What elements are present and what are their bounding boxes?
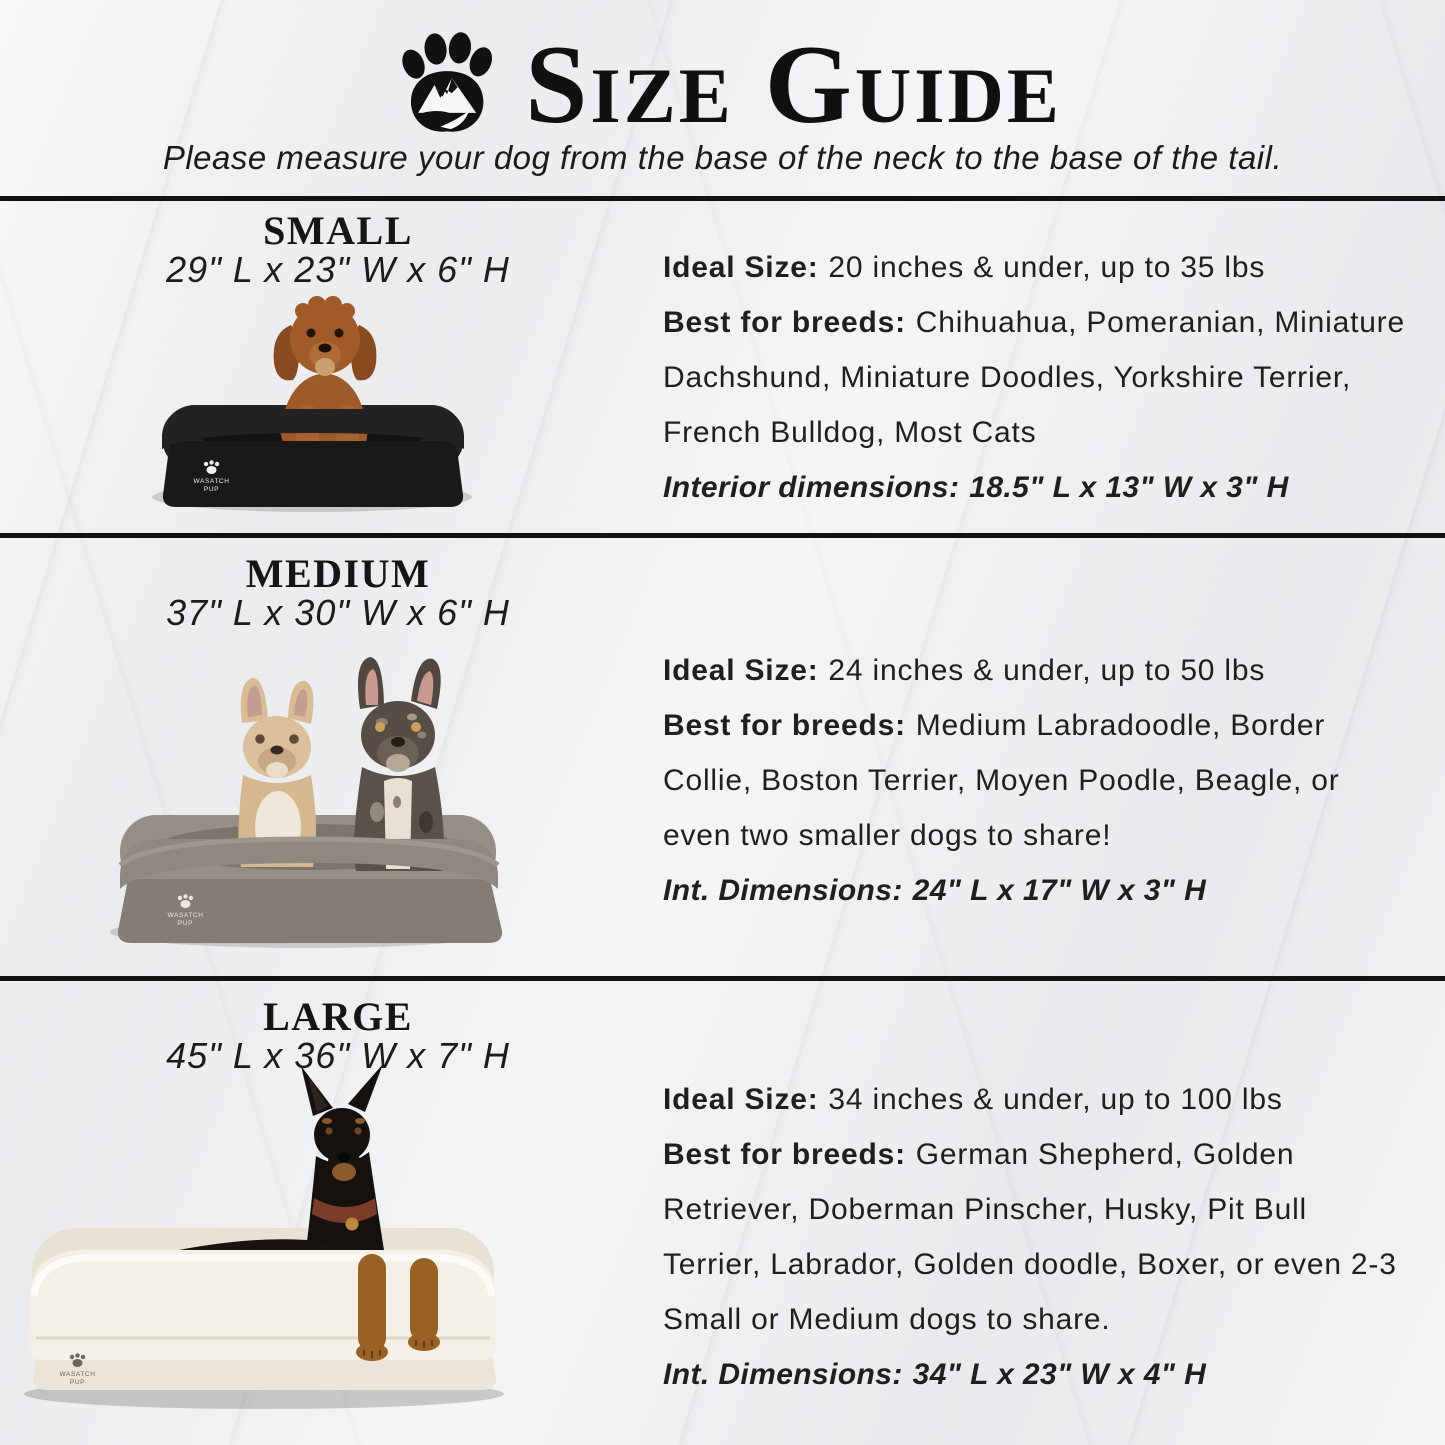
- svg-text:PUP: PUP: [69, 1379, 86, 1386]
- size-dimensions-small: 29" L x 23" W x 6" H: [166, 249, 510, 290]
- svg-text:PUP: PUP: [203, 486, 220, 493]
- interior-dimensions-line: Interior dimensions: 18.5" L x 13" W x 3" H: [663, 471, 1289, 504]
- divider-line: [0, 196, 1445, 201]
- size-dimensions-medium: 37" L x 30" W x 6" H: [166, 592, 510, 633]
- ideal-size-line: Ideal Size: 34 inches & under, up to 100 lbs: [663, 1083, 1283, 1116]
- photo-small-bed: [140, 281, 485, 521]
- svg-text:WASATCH: WASATCH: [59, 1371, 96, 1378]
- measuring-instruction: Please measure your dog from the base of the neck to the base of the tail.: [162, 139, 1283, 176]
- breeds-line: Best for breeds: Chihuahua, Pomeranian, Miniature Dachshund, Miniature Doodles, Yorkshire Terrier, French Bulldog, Most Cats: [663, 306, 1405, 449]
- ideal-size-line: Ideal Size: 20 inches & under, up to 35 lbs: [663, 251, 1266, 284]
- divider-line: [0, 533, 1445, 538]
- interior-dimensions-line: Int. Dimensions: 34" L x 23" W x 4" H: [663, 1358, 1207, 1391]
- size-dimensions-large: 45" L x 36" W x 7" H: [166, 1035, 510, 1076]
- divider-line: [0, 976, 1445, 981]
- breeds-line: Best for breeds: German Shepherd, Golden Retriever, Doberman Pinscher, Husky, Pit Bull Terrier, Labrador, Golden doodle, Boxer, or even 2-3 Small or Medium dogs to share.: [663, 1138, 1397, 1336]
- header: [0, 23, 1445, 147]
- info-medium: [663, 643, 1405, 918]
- size-name-small: SMALL: [263, 208, 413, 253]
- svg-text:WASATCH: WASATCH: [167, 912, 204, 919]
- svg-text:WASATCH: WASATCH: [193, 478, 230, 485]
- info-large: [663, 1072, 1405, 1402]
- size-name-large: LARGE: [263, 994, 413, 1039]
- ideal-size-line: Ideal Size: 24 inches & under, up to 50 lbs: [663, 654, 1266, 687]
- size-name-medium: MEDIUM: [245, 551, 431, 596]
- interior-dimensions-line: Int. Dimensions: 24" L x 17" W x 3" H: [663, 874, 1207, 907]
- photo-large-bed: [12, 1058, 517, 1413]
- info-small: [663, 240, 1405, 515]
- photo-medium-bed: [92, 627, 526, 957]
- breeds-line: Best for breeds: Medium Labradoodle, Border Collie, Boston Terrier, Moyen Poodle, Beagle, or even two smaller dogs to share!: [663, 709, 1340, 852]
- paw-mountain-logo-icon: [383, 27, 509, 143]
- page-title: Size Guide: [525, 23, 1062, 147]
- svg-text:PUP: PUP: [177, 920, 194, 927]
